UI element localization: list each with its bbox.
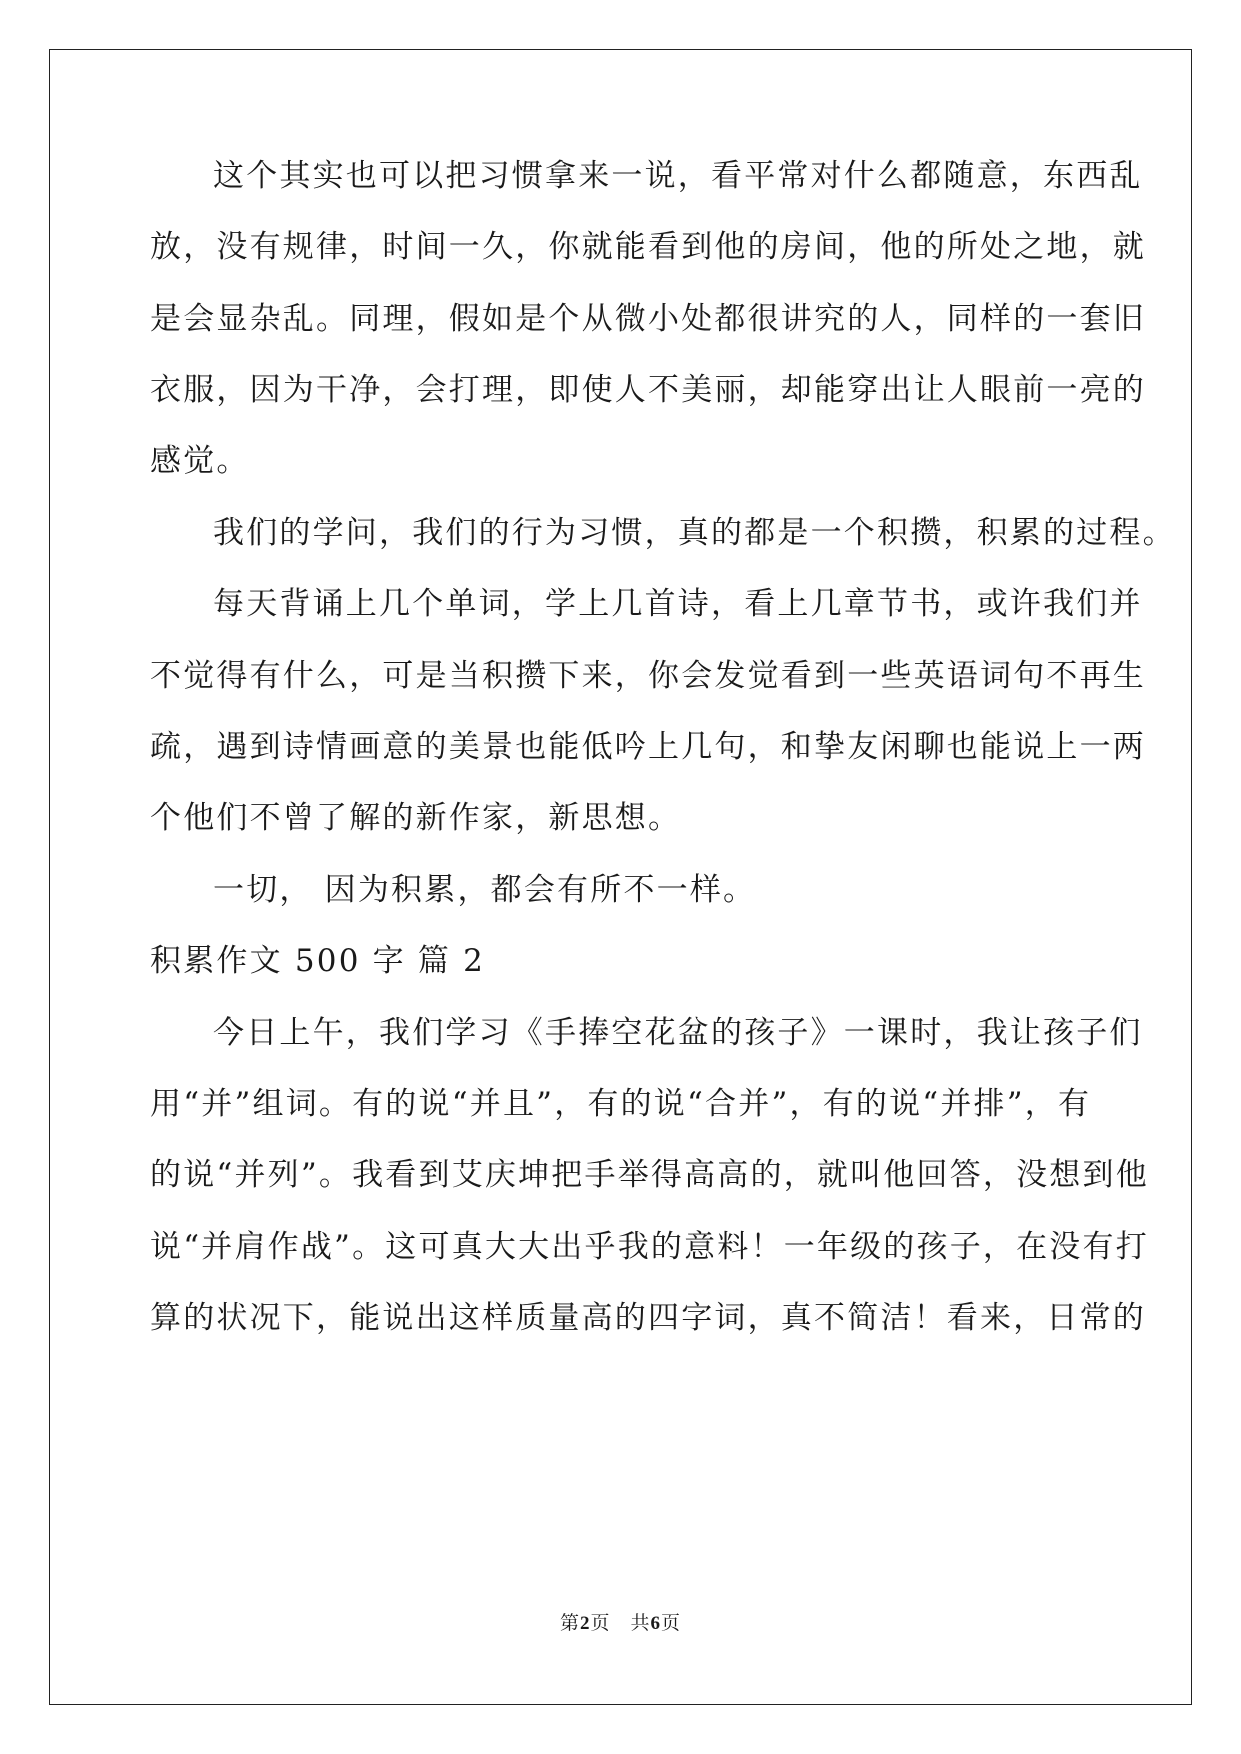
paragraph-line: 我们的学问，我们的行为习惯，真的都是一个积攒，积累的过程。 xyxy=(213,515,1176,551)
paragraph-line: 放，没有规律，时间一久，你就能看到他的房间，他的所处之地，就 xyxy=(150,229,1146,265)
paragraph-line: 是会显杂乱。同理，假如是个从微小处都很讲究的人，同样的一套旧 xyxy=(150,301,1146,337)
section-heading: 积累作文 500 字 篇 2 xyxy=(150,943,486,979)
paragraph-line: 一切， 因为积累，都会有所不一样。 xyxy=(213,872,757,908)
paragraph-line: 不觉得有什么，可是当积攒下来，你会发觉看到一些英语词句不再生 xyxy=(150,658,1146,694)
paragraph-line: 每天背诵上几个单词，学上几首诗，看上几章节书，或许我们并 xyxy=(213,586,1143,622)
paragraph-line: 今日上午，我们学习《手捧空花盆的孩子》一课时，我让孩子们 xyxy=(213,1015,1143,1051)
paragraph-line: 用“并”组词。有的说“并且”，有的说“合并”，有的说“并排”，有 xyxy=(150,1086,1092,1122)
paragraph-line: 这个其实也可以把习惯拿来一说，看平常对什么都随意，东西乱 xyxy=(213,158,1143,194)
footer-mid: 页 共 xyxy=(590,1612,651,1634)
page-number-footer xyxy=(0,1608,1241,1635)
footer-suffix: 页 xyxy=(661,1612,682,1634)
total-page-number: 6 xyxy=(650,1613,661,1634)
paragraph-line: 感觉。 xyxy=(150,443,250,479)
paragraph-line: 说“并肩作战”。这可真大大出乎我的意料！一年级的孩子，在没有打 xyxy=(150,1229,1149,1265)
paragraph-line: 的说“并列”。我看到艾庆坤把手举得高高的，就叫他回答，没想到他 xyxy=(150,1157,1149,1193)
paragraph-line: 疏，遇到诗情画意的美景也能低吟上几句，和挚友闲聊也能说上一两 xyxy=(150,729,1146,765)
paragraph-line: 算的状况下，能说出这样质量高的四字词，真不简洁！看来，日常的 xyxy=(150,1300,1146,1336)
paragraph-line: 衣服，因为干净，会打理，即使人不美丽，却能穿出让人眼前一亮的 xyxy=(150,372,1146,408)
footer-prefix: 第 xyxy=(559,1612,580,1634)
current-page-number: 2 xyxy=(579,1613,591,1634)
paragraph-line: 个他们不曾了解的新作家，新思想。 xyxy=(150,800,682,836)
